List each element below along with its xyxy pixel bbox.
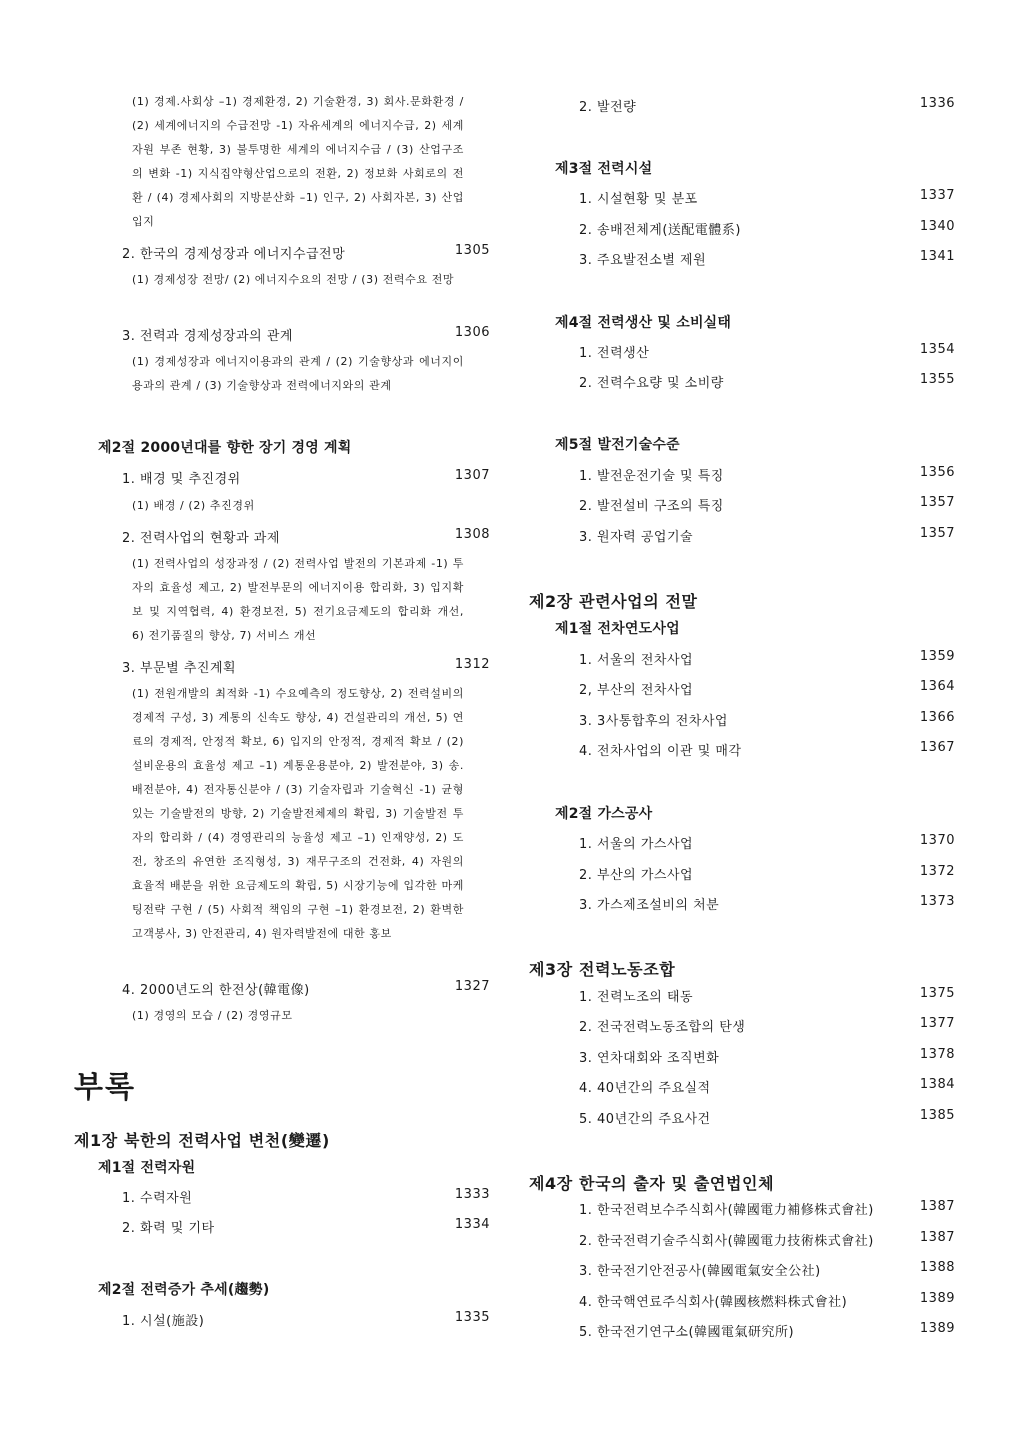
toc-entry[interactable]: [579, 740, 955, 758]
toc-entry-page: 1334: [454, 1217, 490, 1232]
toc-entry-page: 1387: [919, 1199, 955, 1214]
toc-entry-label: 1. 전력노조의 태동: [579, 990, 694, 1005]
toc-entry[interactable]: [579, 1260, 955, 1278]
subtopics-text: (1) 경제성장과 에너지이용과의 관계 / (2) 기술향상과 에너지이용과의 관계 / (3) 기술향상과 전력에너지와의 관계: [132, 355, 464, 392]
toc-entry-label: 3. 원자력 공업기술: [579, 530, 694, 545]
toc-entry-label: 1. 발전운전기술 및 특징: [579, 469, 724, 484]
toc-entry-page: 1356: [919, 465, 955, 480]
toc-entry-page: 1364: [919, 679, 955, 694]
toc-entry-label: 2. 전력사업의 현황과 과제: [122, 531, 280, 546]
section-title[interactable]: 제4절 전력생산 및 소비실태: [555, 315, 732, 331]
subtopics-text: (1) 경제성장 전망/ (2) 에너지수요의 전망 / (3) 전력수요 전망: [132, 273, 455, 286]
toc-entry-page: 1372: [919, 864, 955, 879]
chapter-title[interactable]: 제3장 전력노동조합: [529, 960, 676, 979]
toc-entry[interactable]: [579, 342, 955, 360]
toc-entry-page: 1354: [919, 342, 955, 357]
toc-entry[interactable]: [579, 1321, 955, 1339]
toc-entry-page: 1373: [919, 894, 955, 909]
toc-entry[interactable]: [579, 1077, 955, 1095]
chapter-title[interactable]: 제1장 북한의 전력사업 변천(變遷): [74, 1131, 330, 1150]
toc-entry-label: 3. 주요발전소별 제원: [579, 253, 707, 268]
toc-entry-page: 1337: [919, 188, 955, 203]
subtopics-text: (1) 배경 / (2) 추진경위: [132, 499, 255, 512]
toc-entry-label: 4. 2000년도의 한전상(韓電像): [122, 983, 310, 998]
toc-entry[interactable]: [122, 1310, 490, 1328]
toc-entry-label: 4. 한국핵연료주식회사(韓國核燃料株式會社): [579, 1295, 848, 1310]
toc-entry[interactable]: [122, 979, 490, 997]
section-title[interactable]: 제5절 발전기술수준: [555, 437, 680, 453]
subtopics-text: (1) 경제.사회상 –1) 경제환경, 2) 기술환경, 3) 회사.문화환경 / (2) 세계에너지의 수급전망 -1) 자유세계의 에너지수급, 2) 세계자원 부존 현황, 3) 불투명한 세계의 에너지수급 / (3) 산업구조의 변화 -1) 지식집약형산업으로의 전환, 2) 정보화 사회로의 전환 / (4) 경제사회의 지방분산화 –1) 인구, 2) 사회자본, 3) 산업입지: [132, 95, 464, 228]
toc-entry[interactable]: [579, 864, 955, 882]
toc-entry[interactable]: [579, 1047, 955, 1065]
toc-entry-page: 1355: [919, 372, 955, 387]
toc-entry[interactable]: [122, 1217, 490, 1235]
subtopics-text: (1) 전원개발의 최적화 -1) 수요예측의 정도향상, 2) 전력설비의 경제적 구성, 3) 계통의 신속도 향상, 4) 건설관리의 개선, 5) 연료의 경제적, 안정적 확보, 6) 입지의 안정적, 경제적 확보 / (2) 설비운용의 효율성 제고 –1) 계통운용분야, 2) 발전분야, 3) 송.배전분야, 4) 전자통신분야 / (3) 기술자립과 기술혁신 -1) 균형있는 기술발전의 방향, 2) 기술발전체제의 확립, 3) 기술발전 투자의 합리화 / (4) 경영관리의 능율성 제고 –1) 인재양성, 2) 도전, 창조의 유연한 조직형성, 3) 재무구조의 건전화, 4) 자원의 효율적 배분을 위한 요금제도의 확립, 5) 시장기능에 입각한 마케팅전략 구현 / (5) 사회적 책임의 구현 –1) 환경보전, 2) 환벽한 고객봉사, 3) 안전관리, 4) 원자력발전에 대한 홍보: [132, 687, 464, 940]
toc-entry[interactable]: [579, 833, 955, 851]
section-title[interactable]: 제1절 전력자원: [98, 1160, 196, 1176]
toc-entry[interactable]: [579, 526, 955, 544]
toc-entry-page: 1377: [919, 1016, 955, 1031]
toc-entry-page: 1307: [454, 468, 490, 483]
toc-entry-page: 1370: [919, 833, 955, 848]
toc-entry-label: 2. 전국전력노동조합의 탄생: [579, 1020, 746, 1035]
chapter-title[interactable]: 제2장 관련사업의 전말: [529, 592, 698, 611]
chapter-title[interactable]: 제4장 한국의 출자 및 출연법인체: [529, 1174, 775, 1193]
toc-entry-page: 1357: [919, 495, 955, 510]
toc-entry-label: 5. 한국전기연구소(韓國電氣研究所): [579, 1325, 795, 1340]
toc-entry[interactable]: [579, 219, 955, 237]
toc-entry-label: 3. 한국전기안전공사(韓國電氣安全公社): [579, 1264, 821, 1279]
toc-entry-label: 4. 전차사업의 이관 및 매각: [579, 744, 742, 759]
toc-entry-label: 2. 화력 및 기타: [122, 1221, 215, 1236]
toc-entry-label: 2, 부산의 전차사업: [579, 683, 694, 698]
toc-entry-page: 1327: [454, 979, 490, 994]
section-title[interactable]: 제2절 전력증가 추세(趨勢): [98, 1282, 270, 1298]
toc-entry-label: 3. 전력과 경제성장과의 관계: [122, 329, 293, 344]
toc-entry[interactable]: [122, 1187, 490, 1205]
toc-entry[interactable]: [579, 372, 955, 390]
toc-entry-page: 1359: [919, 649, 955, 664]
toc-entry-label: 1. 수력자원: [122, 1191, 193, 1206]
toc-entry-page: 1335: [454, 1310, 490, 1325]
toc-entry-page: 1375: [919, 986, 955, 1001]
toc-entry[interactable]: [122, 527, 490, 545]
toc-entry-page: 1333: [454, 1187, 490, 1202]
toc-right-column: [509, 0, 1018, 1440]
toc-entry[interactable]: [579, 1016, 955, 1034]
toc-entry[interactable]: [122, 243, 490, 261]
toc-entry-label: 1. 시설(施設): [122, 1314, 205, 1329]
toc-entry-page: 1389: [919, 1321, 955, 1336]
toc-entry[interactable]: [579, 495, 955, 513]
toc-entry[interactable]: [579, 1230, 955, 1248]
toc-entry-label: 2. 한국전력기술주식회사(韓國電力技術株式會社): [579, 1234, 874, 1249]
section-title[interactable]: 제1절 전차연도사업: [555, 621, 680, 637]
toc-entry[interactable]: [579, 894, 955, 912]
toc-entry[interactable]: [579, 1291, 955, 1309]
toc-entry[interactable]: [579, 188, 955, 206]
toc-entry-label: 5. 40년간의 주요사건: [579, 1112, 711, 1127]
toc-entry-page: 1340: [919, 219, 955, 234]
toc-entry-label: 1. 서울의 가스사업: [579, 837, 694, 852]
toc-entry-page: 1306: [454, 325, 490, 340]
toc-entry[interactable]: [122, 657, 490, 675]
toc-entry[interactable]: [122, 468, 490, 486]
toc-entry-label: 2. 발전량: [579, 100, 637, 115]
toc-entry-label: 3. 3사통합후의 전차사업: [579, 714, 728, 729]
toc-entry-label: 1. 시설현황 및 분포: [579, 192, 698, 207]
toc-entry-label: 1. 전력생산: [579, 346, 650, 361]
toc-entry-page: 1378: [919, 1047, 955, 1062]
toc-entry-page: 1341: [919, 249, 955, 264]
toc-entry-page: 1336: [919, 96, 955, 111]
toc-entry-page: 1387: [919, 1230, 955, 1245]
toc-entry[interactable]: [579, 679, 955, 697]
toc-entry-page: 1388: [919, 1260, 955, 1275]
toc-entry[interactable]: [579, 96, 955, 114]
toc-entry[interactable]: [579, 649, 955, 667]
toc-entry-label: 2. 송배전체계(送配電體系): [579, 223, 741, 238]
toc-entry-page: 1389: [919, 1291, 955, 1306]
toc-entry-label: 4. 40년간의 주요실적: [579, 1081, 711, 1096]
toc-entry[interactable]: [579, 1199, 955, 1217]
toc-entry-page: 1366: [919, 710, 955, 725]
subtopics-text: (1) 경영의 모습 / (2) 경영규모: [132, 1009, 293, 1022]
toc-entry-page: 1384: [919, 1077, 955, 1092]
subtopics-text: (1) 전력사업의 성장과정 / (2) 전력사업 발전의 기본과제 -1) 투자의 효율성 제고, 2) 발전부문의 에너지이용 합리화, 3) 입지확보 및 지역협력, 4) 환경보전, 5) 전기요금제도의 합리화 개선, 6) 전기품질의 향상, 7) 서비스 개선: [132, 557, 464, 642]
toc-entry[interactable]: [579, 249, 955, 267]
toc-entry-label: 3. 연차대회와 조직변화: [579, 1051, 720, 1066]
toc-entry-label: 3. 부문별 추진계획: [122, 661, 237, 676]
toc-entry-label: 2. 발전설비 구조의 특징: [579, 499, 724, 514]
toc-entry[interactable]: [579, 986, 955, 1004]
toc-entry-label: 2. 부산의 가스사업: [579, 868, 694, 883]
section-title[interactable]: 제2절 가스공사: [555, 806, 653, 822]
toc-entry[interactable]: [579, 710, 955, 728]
toc-entry-page: 1305: [454, 243, 490, 258]
section-title[interactable]: 제2절 2000년대를 향한 장기 경영 계획: [98, 440, 352, 456]
toc-entry[interactable]: [122, 325, 490, 343]
toc-entry-label: 1. 서울의 전차사업: [579, 653, 694, 668]
toc-entry-page: 1357: [919, 526, 955, 541]
toc-entry[interactable]: [579, 465, 955, 483]
toc-entry-label: 1. 배경 및 추진경위: [122, 472, 241, 487]
toc-entry-label: 1. 한국전력보수주식회사(韓國電力補修株式會社): [579, 1203, 874, 1218]
toc-entry-label: 2. 전력수요량 및 소비량: [579, 376, 724, 391]
toc-entry-page: 1312: [454, 657, 490, 672]
toc-entry[interactable]: [579, 1108, 955, 1126]
toc-entry-page: 1367: [919, 740, 955, 755]
toc-entry-label: 3. 가스제조설비의 처분: [579, 898, 720, 913]
appendix-heading: 부록: [74, 1070, 136, 1105]
toc-entry-page: 1385: [919, 1108, 955, 1123]
toc-entry-page: 1308: [454, 527, 490, 542]
section-title[interactable]: 제3절 전력시설: [555, 161, 653, 177]
toc-entry-label: 2. 한국의 경제성장과 에너지수급전망: [122, 247, 346, 262]
